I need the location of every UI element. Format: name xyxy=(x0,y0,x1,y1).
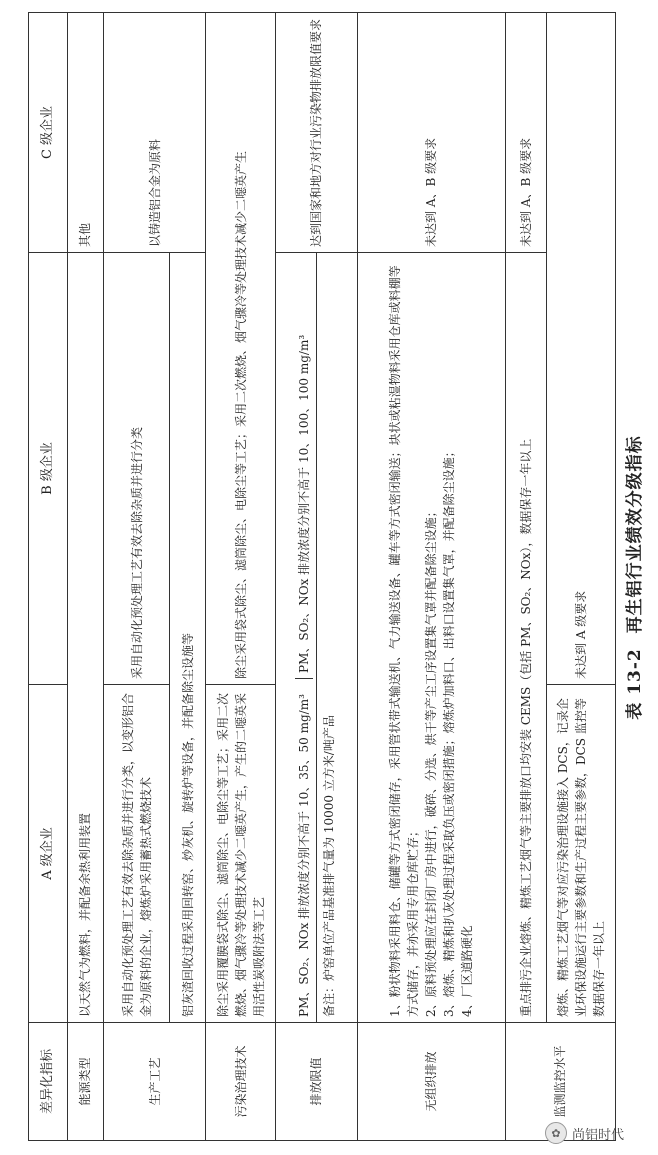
label-fugitive: 无组织排放 xyxy=(357,1023,505,1141)
header-a: A 级企业 xyxy=(29,685,68,1023)
performance-grading-table xyxy=(28,12,616,1141)
row-control xyxy=(206,13,275,1141)
energy-b: 其他 xyxy=(67,13,103,253)
wechat-icon: ✿ xyxy=(545,1122,567,1144)
label-energy: 能源类型 xyxy=(67,1023,103,1141)
monitoring-c1: 未达到 A、B 级要求 xyxy=(505,13,546,253)
control-a: 除尘采用覆膜袋式除尘、滤筒除尘、电除尘等工艺；采用二次燃烧、烟气骤冷等处理技术减少二噁英产生，产生的二噁英采用活性炭吸附法等工艺 xyxy=(206,685,275,1023)
emission-a: PM、SO₂、NOx 排放浓度分别不高于 10、35、50 mg/m³ xyxy=(295,678,313,1017)
header-row xyxy=(29,13,68,1141)
watermark xyxy=(545,1120,653,1146)
monitoring-b2: 未达到 A 级要求 xyxy=(546,13,615,685)
row-fugitive xyxy=(357,13,505,1141)
control-b: 除尘采用袋式除尘、滤筒除尘、电除尘等工艺；采用二次燃烧、烟气骤冷等处理技术减少二噁英产生 xyxy=(206,13,275,685)
header-indicator: 差异化指标 xyxy=(29,1023,68,1141)
emission-note: 备注：炉窑单位产品基准排气量为 10000 立方米/吨产品 xyxy=(316,253,341,1022)
process-b1: 采用自动化预处理工艺有效去除杂质并进行分类 xyxy=(104,253,170,685)
fugitive-c: 未达到 A、B 级要求 xyxy=(357,13,505,253)
header-c: C 级企业 xyxy=(29,13,68,253)
label-monitoring: 监测监控水平 xyxy=(505,1023,615,1141)
table-title xyxy=(620,0,650,1155)
process-c1: 以铸造铝合金为原料 xyxy=(104,13,206,253)
watermark-text: 尚铝时代 xyxy=(572,1127,625,1143)
row-process-1 xyxy=(104,13,170,1141)
label-emission: 排放限值 xyxy=(275,1023,357,1141)
emission-c: 达到国家和地方对行业污染物排放限值要求 xyxy=(275,13,357,253)
monitoring-a1: 重点排污企业熔炼、精炼工艺烟气等主要排放口均安装 CEMS（包括 PM、SO₂、NOx），数据保存一年以上 xyxy=(505,253,546,1023)
emission-b: PM、SO₂、NOx 排放浓度分别不高于 10、100、100 mg/m³ xyxy=(296,334,311,673)
process-a1: 采用自动化预处理工艺有效去除杂质并进行分类，以变形铝合金为原料的企业，熔炼炉采用蓄热式燃烧技术 xyxy=(104,685,170,1023)
row-monitoring-2 xyxy=(546,13,615,1141)
row-energy xyxy=(67,13,103,1141)
monitoring-a2: 熔炼、精炼工艺烟气等对应污染治理设施接入 DCS，记录企业环保设施运行主要参数和生产过程主要参数，DCS 监控等数据保存一年以上 xyxy=(546,685,615,1023)
header-b: B 级企业 xyxy=(29,253,68,685)
row-emission xyxy=(275,13,357,1141)
row-monitoring-1 xyxy=(505,13,546,1141)
table-number: 表 13-2 xyxy=(625,648,645,720)
process-a2: 铝灰渣回收过程采用回转窑、炒灰机、旋转炉等设备，并配备除尘设施等 xyxy=(170,253,206,1023)
label-process: 生产工艺 xyxy=(104,1023,206,1141)
table-title-text: 再生铝行业绩效分级指标 xyxy=(625,435,645,634)
emission-ab-cell xyxy=(275,253,357,1023)
fugitive-a: 1、粉状物料采用料仓、储罐等方式密闭储存，采用管状带式输送机、气力输送设备、罐车等方式密闭输送；块状或粘湿物料采用仓库或料棚等方式储存，并亦采用专用仓库贮存； 2、原料预处理应在封闭厂房中进行，破碎、分选、烘干等产尘工序设置集气罩并配备除尘设施； 3、熔炼、精炼和扒灰处理过程采取负压或密闭措施；熔炼炉加料口、出料口设置集气罩，并配备除尘设施； 4、厂区道路硬化 xyxy=(357,253,505,1023)
label-control: 污染治理技术 xyxy=(206,1023,275,1141)
energy-a: 以天然气为燃料，并配备余热利用装置 xyxy=(67,253,103,1023)
